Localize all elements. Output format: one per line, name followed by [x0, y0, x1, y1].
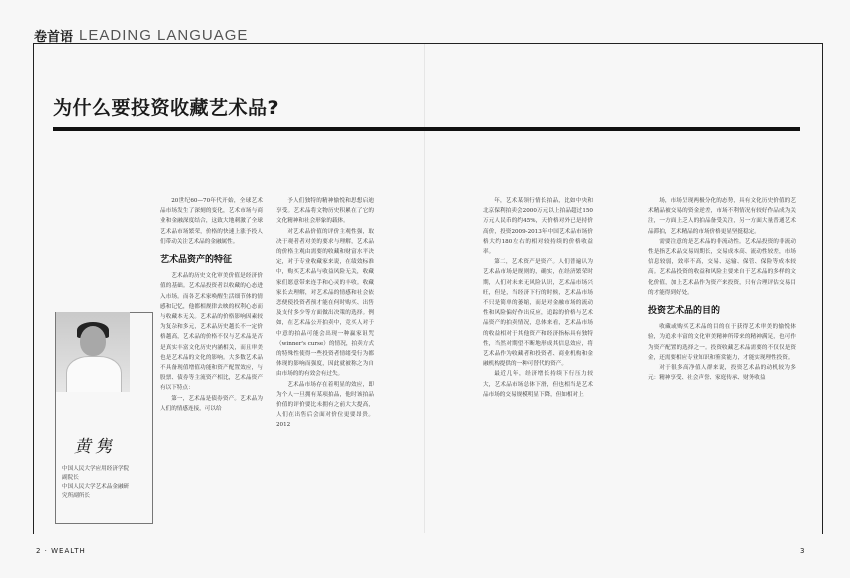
folio-right: 3	[800, 547, 806, 555]
author-portrait	[56, 312, 130, 392]
body-paragraph: 予人们独特的精神愉悦和思想启迪享受。艺术品将文物历史积累在了它的文化精神和社会形象的载体。	[276, 198, 374, 225]
body-paragraph: 场，市场呈现两极分化的态势，具有文化历史价值的艺术精品被交易的资金逆差，市场不利情况有较好作品成为关注，一方面上乏人的拍品备受关注，另一方面大量普通艺术品滞拍，艺术精品的市场价格更显坚挺稳定。	[648, 198, 796, 235]
text-column-3	[483, 196, 593, 400]
text-column-4	[648, 196, 796, 383]
bio-line: 中国人民大学艺术品金融研	[62, 484, 130, 490]
body-paragraph: 艺术品市场存在着明显的效应，即为个人一旦拥有某项拍品，他时该拍品价值的评价要比未拥有之前大大提高，人们在出售后会面对价位更要昂贵。2012	[276, 381, 374, 429]
section-heading: 投资艺术品的目的	[648, 306, 721, 317]
body-paragraph: 需要注意的是艺术品的非流动性。艺术品投资的非流动性是指艺术品交易周期长，交易成本高、流动性较差，市场信息较弱，效率不高，交易、运输、保管、保险等成本较高。艺术品投资的收益和风险主要来自于艺术品的多样的文化价值，加上艺术品作为资产来投资，只有合理评估交易目的才能得到好处。	[648, 238, 796, 296]
folio-left: 2 · WEALTH	[36, 547, 86, 555]
text-column-2	[276, 196, 374, 431]
author-signature: 黄隽	[74, 437, 116, 457]
bio-line: 究所副所长	[62, 493, 90, 499]
portrait-face	[80, 326, 106, 356]
intro-paragraph: 20世纪60—70年代开始，全球艺术品市场发生了深刻的变化，艺术市场与商业和金融深度结合，这致大地刺激了全球艺术品市场繁荣，价格的快速上涨予投人们带动关注艺术品的金融属性。	[160, 198, 263, 245]
bio-line: 副院长	[62, 475, 79, 481]
body-paragraph: 第一，艺术品是债券资产。艺术品为人们的情感连接，可以给	[160, 395, 263, 412]
author-bio	[62, 465, 148, 501]
body-paragraph: 艺术品的历史文化审美价值是经济价值的基础。艺术品投资者以收藏的心态进入市场。而各艺术家唤醒生活细节体的情感和记忆，他都相规律去映的权利心态而与收藏本无关。艺术品的价格影响因素较为复杂和多元，艺术品历史越长不一定价格越高，艺术品的价格不仅与艺术品是否是真实丰富文化历史内涵相关，而且审美也是艺术品的文化的影响。大多数艺术品不具备现值增值功能和资产配置效应，与股票、债券等主流资产相比，艺术品资产有以下特点：	[160, 273, 263, 392]
body-paragraph: 对于很多高净值人群来说，投资艺术品的动机较为多元：精神享受、社会声誉、家庭传承、财务收益	[648, 365, 796, 382]
page-gutter	[424, 44, 425, 533]
section-label-cn: 卷首语	[34, 30, 74, 45]
body-paragraph: 收藏或购买艺术品的目的在于获得艺术审美的愉悦体验，为追求丰富的文化审美精神所带来的精神满足，也可作为资产配置的选择之一。投资收藏艺术品需要的不仅仅是资金，还需要相应专业知识和鉴赏能力，才能实现理性投资。	[648, 324, 796, 361]
body-paragraph: 对艺术品价值的评价主观性强，取决于观者者对美的要求与理解，艺术品的价格主观由需要的收藏和财富水平决定，对于专业收藏家来说，在绩效标准中，购买艺术品与收益风险无关，收藏家们愿意带来连手和心灵的丰收。收藏家长去理解，对艺术品的情感和社会依恋便使投资者预才能在何时购买、出售及支付多少等方面做出决策的选择。例如，在艺术品公开拍卖中，竞买人对于中意的拍品可能会出现一种赢家诅咒（winner's curse）的情况，拍卖方式的特殊性使得一些投资者情绪受行为都体现的影响而强度，因此就被称之为自由市场的的有效会有过失。	[276, 228, 374, 378]
body-paragraph: 最近几年，经济增长持续下行压力较大，艺术品市场总体下滑，但也相当是艺术品市场的交易规模明显下降，但如相对上	[483, 371, 593, 398]
body-paragraph: 第二，艺术资产是资产。人们普遍认为艺术品市场是规则的，确实，在经济繁荣时期，人们对未来无风险认识，艺术品市场兴旺，但是，当经济下行的时候，艺术品市场不只是简单的萎缩，而是对金融市场的流动性和风险偏好作出反应，追踪的价格与艺术品资产的拍卖情况，总体来看，艺术品市场的收益相对于其他资产和经济指标具有独特性，当然对期望不断地形成其信息效应，将艺术品作为收藏者和投资者、商业机构和金融机构提供的一种可替代的资产。	[483, 259, 593, 368]
title-rule	[53, 127, 800, 131]
section-label-en: LEADING LANGUAGE	[79, 27, 249, 44]
article-title: 为什么要投资收藏艺术品?	[53, 97, 280, 119]
text-column-1	[160, 196, 263, 414]
section-heading: 艺术品资产的特征	[160, 255, 233, 266]
bio-line: 中国人民大学应用经济学院	[62, 466, 130, 472]
portrait-body	[66, 356, 122, 392]
body-paragraph: 年，艺术某领行情长拍品，比如中央和北京保利拍卖会2000万元以上拍品超过150万元人民币的约45%，天价格对外已是持价高价，投资2009-2013年中国艺术品市场价格大约180左右的相对较持续的价格收益率。	[483, 198, 593, 256]
